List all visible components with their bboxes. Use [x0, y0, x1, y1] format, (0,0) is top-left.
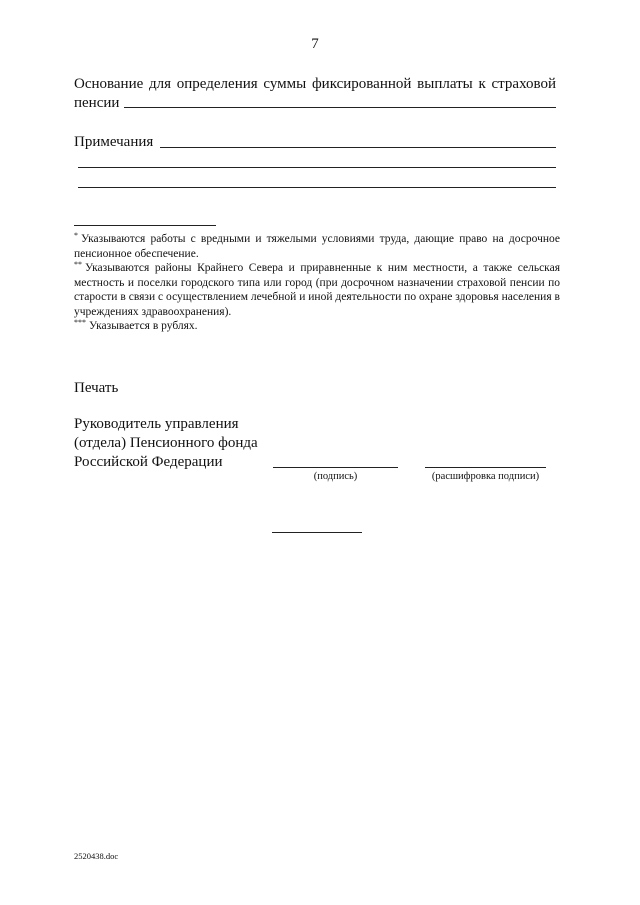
end-separator	[272, 532, 362, 533]
signature-caption: (подпись)	[313, 471, 358, 482]
file-name: 2520438.doc	[74, 851, 119, 861]
fixed-payment-basis-line1: Основание для определения суммы фиксированной выплаты к страховой	[74, 76, 556, 92]
head-title	[74, 415, 258, 472]
stamp-label: Печать	[74, 380, 119, 396]
footnote-1-text: Указываются работы с вредными и тяжелыми условиями труда, дающие право на досрочное пенсионное обеспечение.	[74, 233, 560, 260]
decryption-line	[425, 467, 546, 468]
footnote-1-mark: *	[74, 231, 78, 240]
footnote-separator	[74, 225, 216, 226]
page-number: 7	[311, 36, 319, 52]
footnote-1	[74, 232, 560, 261]
footnote-3-mark: ***	[74, 318, 86, 327]
notes-fill-line-1	[160, 147, 556, 148]
head-title-line2: (отдела) Пенсионного фонда	[74, 435, 258, 451]
notes-label: Примечания	[74, 134, 154, 150]
signature-line	[273, 467, 398, 468]
footnote-2	[74, 261, 560, 319]
head-title-line1: Руководитель управления	[74, 416, 239, 432]
notes-fill-line-3	[78, 187, 556, 188]
decryption-caption: (расшифровка подписи)	[431, 471, 540, 482]
fixed-payment-basis-line2-prefix: пенсии	[74, 95, 120, 111]
footnote-2-text: Указываются районы Крайнего Севера и приравненные к ним местности, а также сельская местность и поселки городского типа или город (при досрочном назначении страховой пенсии по старости в связи с осуществлением лечебной и иной деятельности по охране здоровья населения в учреждениях здравоохранения).	[74, 262, 560, 318]
fixed-payment-basis-fill-line	[124, 107, 556, 108]
footnote-3-text: Указывается в рублях.	[89, 320, 198, 332]
footnote-3	[74, 319, 560, 334]
notes-fill-line-2	[78, 167, 556, 168]
footnotes	[74, 232, 560, 334]
footnote-2-mark: **	[74, 260, 82, 269]
head-title-line3: Российской Федерации	[74, 454, 223, 470]
